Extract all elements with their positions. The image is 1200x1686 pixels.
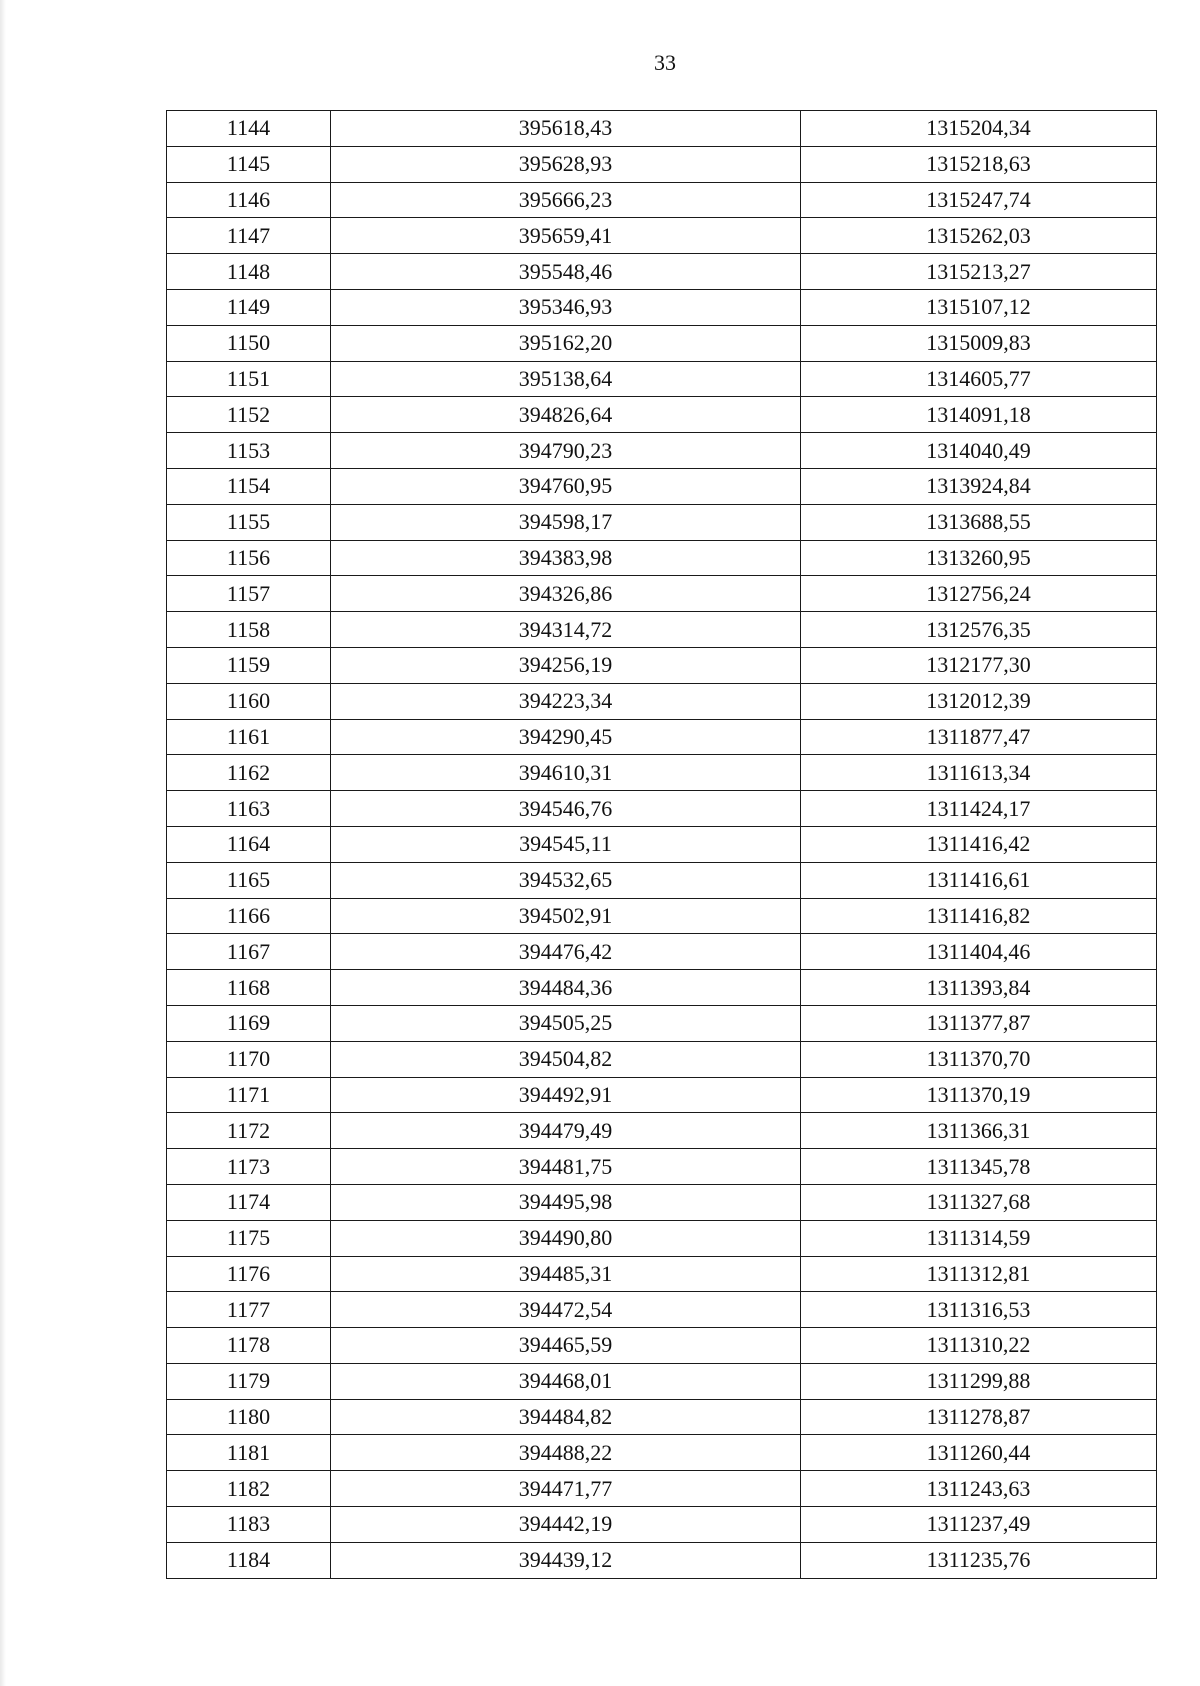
table-row bbox=[167, 862, 1157, 898]
point-number-cell: 1175 bbox=[167, 1220, 331, 1256]
x-coordinate-cell: 395346,93 bbox=[331, 289, 801, 325]
table-row bbox=[167, 540, 1157, 576]
x-coordinate-cell: 394256,19 bbox=[331, 647, 801, 683]
y-coordinate-cell: 1311243,63 bbox=[801, 1471, 1157, 1507]
x-coordinate-cell: 394472,54 bbox=[331, 1292, 801, 1328]
x-coordinate-cell: 394479,49 bbox=[331, 1113, 801, 1149]
table-row bbox=[167, 647, 1157, 683]
y-coordinate-cell: 1311312,81 bbox=[801, 1256, 1157, 1292]
x-coordinate-cell: 394495,98 bbox=[331, 1184, 801, 1220]
y-coordinate-cell: 1311416,82 bbox=[801, 898, 1157, 934]
y-coordinate-cell: 1315204,34 bbox=[801, 111, 1157, 147]
y-coordinate-cell: 1313688,55 bbox=[801, 504, 1157, 540]
y-coordinate-cell: 1311316,53 bbox=[801, 1292, 1157, 1328]
point-number-cell: 1159 bbox=[167, 647, 331, 683]
y-coordinate-cell: 1311404,46 bbox=[801, 934, 1157, 970]
table-row bbox=[167, 218, 1157, 254]
y-coordinate-cell: 1312756,24 bbox=[801, 576, 1157, 612]
point-number-cell: 1148 bbox=[167, 254, 331, 290]
table-row bbox=[167, 576, 1157, 612]
y-coordinate-cell: 1311370,19 bbox=[801, 1077, 1157, 1113]
y-coordinate-cell: 1314040,49 bbox=[801, 433, 1157, 469]
table-row bbox=[167, 1149, 1157, 1185]
point-number-cell: 1168 bbox=[167, 970, 331, 1006]
point-number-cell: 1144 bbox=[167, 111, 331, 147]
x-coordinate-cell: 395138,64 bbox=[331, 361, 801, 397]
y-coordinate-cell: 1311393,84 bbox=[801, 970, 1157, 1006]
x-coordinate-cell: 394492,91 bbox=[331, 1077, 801, 1113]
point-number-cell: 1166 bbox=[167, 898, 331, 934]
table-row bbox=[167, 1507, 1157, 1543]
y-coordinate-cell: 1311327,68 bbox=[801, 1184, 1157, 1220]
table-row bbox=[167, 970, 1157, 1006]
point-number-cell: 1183 bbox=[167, 1507, 331, 1543]
point-number-cell: 1158 bbox=[167, 612, 331, 648]
point-number-cell: 1165 bbox=[167, 862, 331, 898]
point-number-cell: 1162 bbox=[167, 755, 331, 791]
table-row bbox=[167, 826, 1157, 862]
x-coordinate-cell: 394481,75 bbox=[331, 1149, 801, 1185]
y-coordinate-cell: 1312576,35 bbox=[801, 612, 1157, 648]
point-number-cell: 1173 bbox=[167, 1149, 331, 1185]
table-row bbox=[167, 1542, 1157, 1578]
table-row bbox=[167, 612, 1157, 648]
x-coordinate-cell: 394439,12 bbox=[331, 1542, 801, 1578]
y-coordinate-cell: 1315009,83 bbox=[801, 325, 1157, 361]
point-number-cell: 1147 bbox=[167, 218, 331, 254]
table-row bbox=[167, 468, 1157, 504]
point-number-cell: 1172 bbox=[167, 1113, 331, 1149]
table-row bbox=[167, 683, 1157, 719]
x-coordinate-cell: 394484,82 bbox=[331, 1399, 801, 1435]
point-number-cell: 1152 bbox=[167, 397, 331, 433]
table-row bbox=[167, 325, 1157, 361]
table-row bbox=[167, 397, 1157, 433]
x-coordinate-cell: 394790,23 bbox=[331, 433, 801, 469]
y-coordinate-cell: 1311235,76 bbox=[801, 1542, 1157, 1578]
y-coordinate-cell: 1311278,87 bbox=[801, 1399, 1157, 1435]
point-number-cell: 1182 bbox=[167, 1471, 331, 1507]
x-coordinate-cell: 394465,59 bbox=[331, 1328, 801, 1364]
table-row bbox=[167, 1041, 1157, 1077]
point-number-cell: 1177 bbox=[167, 1292, 331, 1328]
point-number-cell: 1179 bbox=[167, 1363, 331, 1399]
point-number-cell: 1157 bbox=[167, 576, 331, 612]
y-coordinate-cell: 1315247,74 bbox=[801, 182, 1157, 218]
point-number-cell: 1161 bbox=[167, 719, 331, 755]
x-coordinate-cell: 394490,80 bbox=[331, 1220, 801, 1256]
table-row bbox=[167, 1399, 1157, 1435]
y-coordinate-cell: 1311424,17 bbox=[801, 791, 1157, 827]
point-number-cell: 1146 bbox=[167, 182, 331, 218]
y-coordinate-cell: 1313924,84 bbox=[801, 468, 1157, 504]
x-coordinate-cell: 395628,93 bbox=[331, 146, 801, 182]
table-row bbox=[167, 934, 1157, 970]
y-coordinate-cell: 1311416,42 bbox=[801, 826, 1157, 862]
point-number-cell: 1181 bbox=[167, 1435, 331, 1471]
x-coordinate-cell: 395162,20 bbox=[331, 325, 801, 361]
table-row bbox=[167, 1435, 1157, 1471]
point-number-cell: 1176 bbox=[167, 1256, 331, 1292]
point-number-cell: 1149 bbox=[167, 289, 331, 325]
y-coordinate-cell: 1314605,77 bbox=[801, 361, 1157, 397]
table-row bbox=[167, 111, 1157, 147]
table-row bbox=[167, 1113, 1157, 1149]
coordinates-table-body bbox=[167, 111, 1157, 1579]
x-coordinate-cell: 394314,72 bbox=[331, 612, 801, 648]
table-row bbox=[167, 504, 1157, 540]
y-coordinate-cell: 1312012,39 bbox=[801, 683, 1157, 719]
y-coordinate-cell: 1311366,31 bbox=[801, 1113, 1157, 1149]
point-number-cell: 1178 bbox=[167, 1328, 331, 1364]
x-coordinate-cell: 394442,19 bbox=[331, 1507, 801, 1543]
table-row bbox=[167, 755, 1157, 791]
y-coordinate-cell: 1311370,70 bbox=[801, 1041, 1157, 1077]
point-number-cell: 1151 bbox=[167, 361, 331, 397]
x-coordinate-cell: 395666,23 bbox=[331, 182, 801, 218]
table-row bbox=[167, 1292, 1157, 1328]
table-row bbox=[167, 1005, 1157, 1041]
table-row bbox=[167, 898, 1157, 934]
point-number-cell: 1164 bbox=[167, 826, 331, 862]
point-number-cell: 1163 bbox=[167, 791, 331, 827]
x-coordinate-cell: 394488,22 bbox=[331, 1435, 801, 1471]
y-coordinate-cell: 1311299,88 bbox=[801, 1363, 1157, 1399]
x-coordinate-cell: 394326,86 bbox=[331, 576, 801, 612]
point-number-cell: 1153 bbox=[167, 433, 331, 469]
y-coordinate-cell: 1312177,30 bbox=[801, 647, 1157, 683]
x-coordinate-cell: 394476,42 bbox=[331, 934, 801, 970]
point-number-cell: 1156 bbox=[167, 540, 331, 576]
point-number-cell: 1171 bbox=[167, 1077, 331, 1113]
x-coordinate-cell: 394484,36 bbox=[331, 970, 801, 1006]
x-coordinate-cell: 394223,34 bbox=[331, 683, 801, 719]
y-coordinate-cell: 1311377,87 bbox=[801, 1005, 1157, 1041]
y-coordinate-cell: 1315213,27 bbox=[801, 254, 1157, 290]
scan-edge-shadow bbox=[0, 0, 6, 1686]
y-coordinate-cell: 1311237,49 bbox=[801, 1507, 1157, 1543]
table-row bbox=[167, 719, 1157, 755]
x-coordinate-cell: 395659,41 bbox=[331, 218, 801, 254]
table-row bbox=[167, 254, 1157, 290]
x-coordinate-cell: 394468,01 bbox=[331, 1363, 801, 1399]
y-coordinate-cell: 1315218,63 bbox=[801, 146, 1157, 182]
x-coordinate-cell: 394610,31 bbox=[331, 755, 801, 791]
x-coordinate-cell: 395548,46 bbox=[331, 254, 801, 290]
x-coordinate-cell: 394485,31 bbox=[331, 1256, 801, 1292]
x-coordinate-cell: 394760,95 bbox=[331, 468, 801, 504]
point-number-cell: 1174 bbox=[167, 1184, 331, 1220]
x-coordinate-cell: 394532,65 bbox=[331, 862, 801, 898]
y-coordinate-cell: 1311877,47 bbox=[801, 719, 1157, 755]
y-coordinate-cell: 1311310,22 bbox=[801, 1328, 1157, 1364]
coordinates-table bbox=[166, 110, 1157, 1579]
page-number: 33 bbox=[654, 50, 676, 75]
table-row bbox=[167, 1471, 1157, 1507]
table-row bbox=[167, 1328, 1157, 1364]
x-coordinate-cell: 394505,25 bbox=[331, 1005, 801, 1041]
point-number-cell: 1180 bbox=[167, 1399, 331, 1435]
table-row bbox=[167, 1256, 1157, 1292]
table-row bbox=[167, 1184, 1157, 1220]
point-number-cell: 1155 bbox=[167, 504, 331, 540]
x-coordinate-cell: 394504,82 bbox=[331, 1041, 801, 1077]
x-coordinate-cell: 394471,77 bbox=[331, 1471, 801, 1507]
y-coordinate-cell: 1315262,03 bbox=[801, 218, 1157, 254]
table-row bbox=[167, 361, 1157, 397]
y-coordinate-cell: 1311613,34 bbox=[801, 755, 1157, 791]
x-coordinate-cell: 394290,45 bbox=[331, 719, 801, 755]
table-row bbox=[167, 182, 1157, 218]
x-coordinate-cell: 394545,11 bbox=[331, 826, 801, 862]
x-coordinate-cell: 394383,98 bbox=[331, 540, 801, 576]
table-row bbox=[167, 1220, 1157, 1256]
y-coordinate-cell: 1314091,18 bbox=[801, 397, 1157, 433]
x-coordinate-cell: 394598,17 bbox=[331, 504, 801, 540]
table-row bbox=[167, 791, 1157, 827]
x-coordinate-cell: 395618,43 bbox=[331, 111, 801, 147]
table-row bbox=[167, 289, 1157, 325]
table-row bbox=[167, 1077, 1157, 1113]
table-row bbox=[167, 1363, 1157, 1399]
table-row bbox=[167, 433, 1157, 469]
x-coordinate-cell: 394502,91 bbox=[331, 898, 801, 934]
point-number-cell: 1170 bbox=[167, 1041, 331, 1077]
y-coordinate-cell: 1311416,61 bbox=[801, 862, 1157, 898]
y-coordinate-cell: 1313260,95 bbox=[801, 540, 1157, 576]
point-number-cell: 1167 bbox=[167, 934, 331, 970]
y-coordinate-cell: 1311345,78 bbox=[801, 1149, 1157, 1185]
point-number-cell: 1169 bbox=[167, 1005, 331, 1041]
point-number-cell: 1150 bbox=[167, 325, 331, 361]
point-number-cell: 1145 bbox=[167, 146, 331, 182]
point-number-cell: 1160 bbox=[167, 683, 331, 719]
x-coordinate-cell: 394546,76 bbox=[331, 791, 801, 827]
y-coordinate-cell: 1315107,12 bbox=[801, 289, 1157, 325]
y-coordinate-cell: 1311314,59 bbox=[801, 1220, 1157, 1256]
point-number-cell: 1184 bbox=[167, 1542, 331, 1578]
x-coordinate-cell: 394826,64 bbox=[331, 397, 801, 433]
y-coordinate-cell: 1311260,44 bbox=[801, 1435, 1157, 1471]
table-row bbox=[167, 146, 1157, 182]
point-number-cell: 1154 bbox=[167, 468, 331, 504]
